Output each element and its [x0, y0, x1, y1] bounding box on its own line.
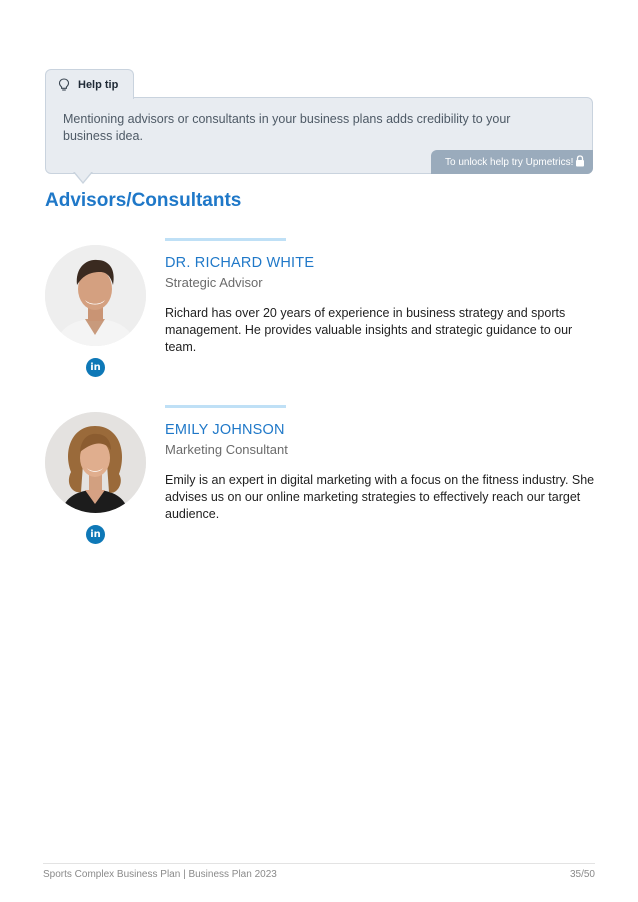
- help-tip-label: Help tip: [78, 78, 119, 91]
- section-title: Advisors/Consultants: [45, 190, 242, 211]
- advisor-role: Marketing Consultant: [165, 442, 288, 457]
- avatar: [45, 245, 146, 346]
- advisor-card: [45, 238, 605, 388]
- footer-document-title: Sports Complex Business Plan | Business Plan 2023: [43, 869, 277, 880]
- advisor-description: Richard has over 20 years of experience in business strategy and sports management. He provides valuable insights and strategic guidance to our team.: [165, 306, 573, 354]
- lock-icon: [575, 155, 585, 167]
- advisor-role: Strategic Advisor: [165, 275, 263, 290]
- help-tip-text: Mentioning advisors or consultants in your business plans adds credibility to your business idea.: [63, 112, 511, 143]
- unlock-help-button[interactable]: [431, 150, 593, 174]
- advisor-name: EMILY JOHNSON: [165, 422, 285, 438]
- accent-line: [165, 405, 286, 408]
- help-tip-box: [45, 97, 593, 174]
- advisor-description: Emily is an expert in digital marketing with a focus on the fitness industry. She advises us on our online marketing strategies to effectively reach our target audience.: [165, 473, 595, 521]
- footer-divider: [43, 863, 595, 864]
- help-tip-pointer-fill: [74, 171, 92, 182]
- footer-page-number: 35/50: [569, 869, 595, 880]
- linkedin-icon[interactable]: in: [86, 358, 105, 377]
- advisor-name: DR. RICHARD WHITE: [165, 255, 315, 271]
- accent-line: [165, 238, 286, 241]
- unlock-help-label: To unlock help try Upmetrics!: [445, 156, 574, 168]
- help-tip-tab: [45, 69, 134, 99]
- linkedin-icon[interactable]: in: [86, 525, 105, 544]
- advisor-card: [45, 405, 605, 555]
- avatar: [45, 412, 146, 513]
- lightbulb-icon: [58, 78, 70, 92]
